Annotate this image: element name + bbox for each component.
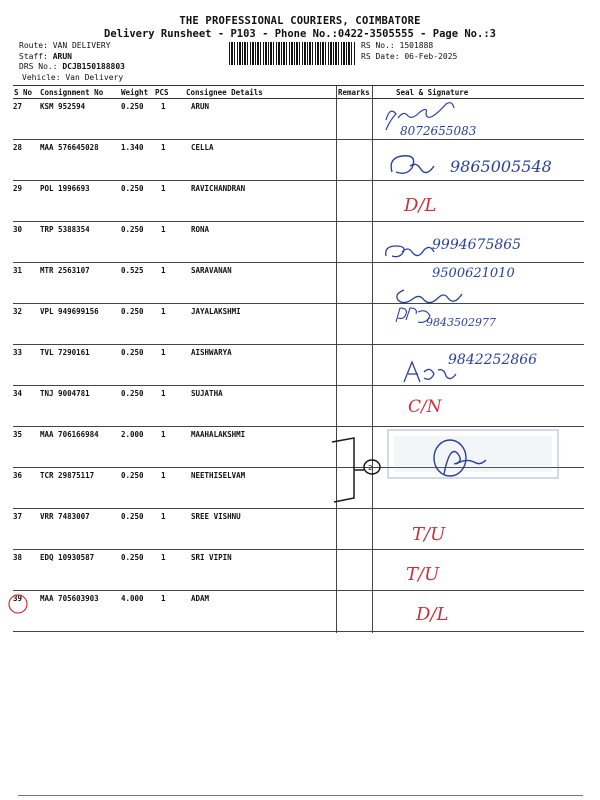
table-row [13, 140, 584, 181]
table-row [13, 222, 584, 263]
row-consignment: VRR 7483007 [40, 512, 90, 521]
page-bottom-rule [18, 795, 583, 796]
meta-right [361, 41, 457, 62]
staff-line [19, 52, 125, 63]
row-sno: 39 [13, 594, 23, 603]
row-pcs: 1 [161, 184, 166, 193]
row-consignee: SRI VIPIN [191, 553, 232, 562]
staff-value: ARUN [52, 51, 72, 61]
col-header-consignment: Consignment No [40, 88, 104, 97]
row-consignment: TRP 5388354 [40, 225, 90, 234]
row-sno: 36 [13, 471, 23, 480]
row-weight: 0.250 [121, 512, 144, 521]
row-consignment: TNJ 9004781 [40, 389, 90, 398]
row-consignment: KSM 952594 [40, 102, 86, 111]
table-row [13, 99, 584, 140]
svg-text:2: 2 [368, 464, 373, 472]
handwritten-phone-row-33: 9842252866 [448, 352, 538, 368]
table-row [13, 345, 584, 386]
table-row [13, 304, 584, 345]
row-consignment: TVL 7290161 [40, 348, 90, 357]
col-header-weight: Weight [121, 88, 149, 97]
row-pcs: 1 [161, 143, 166, 152]
row-sno: 27 [13, 102, 23, 111]
drs-value: DCJB150188803 [62, 62, 125, 71]
runsheet-title: Delivery Runsheet - P103 - Phone No.:0422-3505555 - Page No.:3 [104, 28, 496, 40]
row-consignee: AISHWARYA [191, 348, 232, 357]
handwritten-phone-row-28: 9865005548 [450, 157, 552, 176]
handwritten-phone-row-32: 9843502977 [426, 316, 496, 329]
row-consignment: TCR 29875117 [40, 471, 95, 480]
row-weight: 0.250 [121, 389, 144, 398]
row-consignee: SUJATHA [191, 389, 223, 398]
row-consignee: ADAM [191, 594, 210, 603]
row-consignee: JAYALAKSHMI [191, 307, 241, 316]
row-sno: 33 [13, 348, 23, 357]
row-sno: 28 [13, 143, 23, 152]
table-row [13, 181, 584, 222]
company-title: THE PROFESSIONAL COURIERS, COIMBATORE [179, 15, 421, 27]
route-text: Route: VAN DELIVERY [19, 41, 111, 50]
row-weight: 0.525 [121, 266, 144, 275]
handwritten-mark-row-29: D/L [404, 195, 437, 216]
row-weight: 0.250 [121, 307, 144, 316]
row-weight: 0.250 [121, 553, 144, 562]
row-sno: 37 [13, 512, 23, 521]
row-weight: 0.250 [121, 225, 144, 234]
staff-label: Staff: [19, 51, 53, 61]
row-consignee: RAVICHANDRAN [191, 184, 246, 193]
handwritten-phone-row-30: 9994675865 [432, 237, 522, 253]
row-weight: 2.000 [121, 430, 144, 439]
row-pcs: 1 [161, 512, 166, 521]
drs-line [19, 62, 125, 73]
row-consignment: MAA 706166984 [40, 430, 99, 439]
row-pcs: 1 [161, 348, 166, 357]
row-consignment: VPL 949699156 [40, 307, 99, 316]
row-pcs: 1 [161, 471, 166, 480]
table-row [13, 468, 584, 509]
row-consignee: NEETHISELVAM [191, 471, 246, 480]
row-consignment: MTR 2563107 [40, 266, 90, 275]
row-pcs: 1 [161, 102, 166, 111]
table-row [13, 550, 584, 591]
col-header-remarks: Remarks [338, 88, 370, 97]
rs-number: RS No.: 1501888 [361, 41, 434, 50]
vehicle-text: Vehicle: Van Delivery [22, 73, 124, 82]
row-pcs: 1 [161, 594, 166, 603]
handwritten-mark-row-39: D/L [416, 604, 449, 625]
row-consignment: MAA 576645028 [40, 143, 99, 152]
row-sno: 30 [13, 225, 23, 234]
col-header-consignee: Consignee Details [186, 88, 263, 97]
row-sno: 34 [13, 389, 23, 398]
col-header-pcs: PCS [155, 88, 169, 97]
row-pcs: 1 [161, 266, 166, 275]
row-rule [13, 631, 584, 632]
row-consignment: POL 1996693 [40, 184, 90, 193]
row-consignee: SREE VISHNU [191, 512, 241, 521]
handwritten-phone-row-27: 8072655083 [400, 124, 477, 138]
row-weight: 4.000 [121, 594, 144, 603]
row-consignee: MAAHALAKSHMI [191, 430, 246, 439]
drs-label: DRS No.: [19, 62, 63, 71]
table-row [13, 427, 584, 468]
row-pcs: 1 [161, 389, 166, 398]
row-consignment: MAA 705603903 [40, 594, 99, 603]
row-weight: 0.250 [121, 184, 144, 193]
row-weight: 0.250 [121, 348, 144, 357]
row-sno: 38 [13, 553, 23, 562]
row-pcs: 1 [161, 430, 166, 439]
row-consignee: RONA [191, 225, 210, 234]
barcode [229, 42, 356, 65]
table-row [13, 386, 584, 427]
header-top-rule [13, 85, 584, 86]
rs-date: RS Date: 06-Feb-2025 [361, 51, 458, 61]
table-row [13, 509, 584, 550]
col-header-seal: Seal & Signature [396, 88, 469, 97]
row-weight: 0.250 [121, 102, 144, 111]
row-pcs: 1 [161, 225, 166, 234]
row-consignee: SARAVANAN [191, 266, 232, 275]
row-pcs: 1 [161, 553, 166, 562]
row-consignee: ARUN [191, 102, 210, 111]
row-pcs: 1 [161, 307, 166, 316]
row-sno: 35 [13, 430, 23, 439]
handwritten-phone-row-31: 9500621010 [432, 266, 515, 281]
col-header-sno: S No [14, 88, 33, 97]
meta-left [19, 41, 125, 73]
handwritten-mark-row-37: T/U [412, 524, 446, 545]
row-sno: 29 [13, 184, 23, 193]
table-row [13, 263, 584, 304]
row-consignee: CELLA [191, 143, 214, 152]
handwritten-mark-row-38: T/U [406, 564, 440, 585]
table-row [13, 591, 584, 632]
row-sno: 32 [13, 307, 23, 316]
row-weight: 1.340 [121, 143, 144, 152]
row-consignment: EDQ 10930587 [40, 553, 95, 562]
row-sno: 31 [13, 266, 23, 275]
handwritten-mark-row-34: C/N [408, 397, 442, 417]
row-weight: 0.250 [121, 471, 144, 480]
